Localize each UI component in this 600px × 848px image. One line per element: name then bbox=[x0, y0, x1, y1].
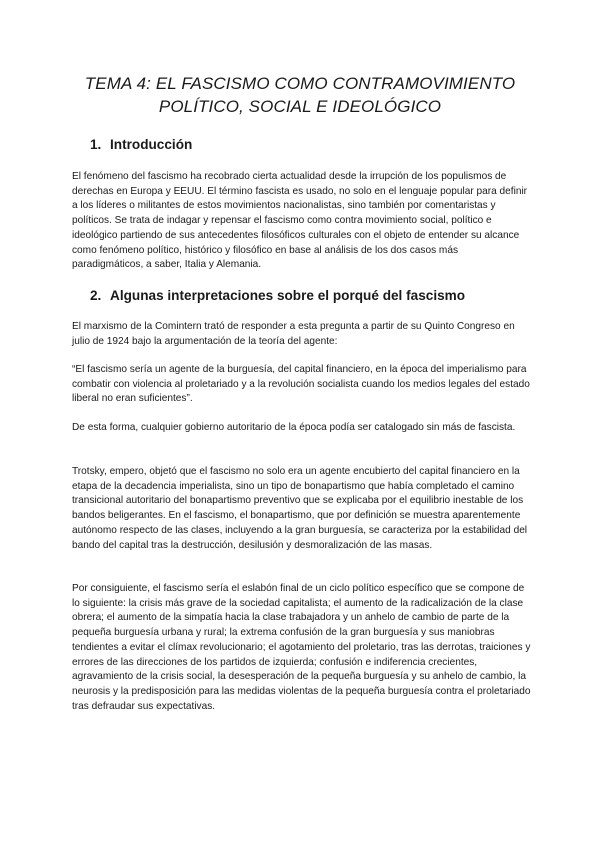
section-heading-interpretaciones bbox=[90, 287, 465, 305]
document-title bbox=[72, 0, 528, 118]
section-number: 2. bbox=[90, 288, 102, 303]
title-line-2: POLÍTICO, SOCIAL E IDEOLÓGICO bbox=[158, 97, 442, 116]
section-title: Algunas interpretaciones sobre el porqué del fascismo bbox=[110, 288, 466, 303]
paragraph: El marxismo de la Comintern trató de responder a esta pregunta a partir de su Quinto Congreso en julio de 1924 bajo la argumentación de la teoría del agente: bbox=[72, 321, 515, 347]
section-number: 1. bbox=[90, 137, 102, 152]
paragraph: De esta forma, cualquier gobierno autoritario de la época podía ser catalogado sin más de fascista. bbox=[72, 422, 516, 433]
paragraph: Por consiguiente, el fascismo sería el eslabón final de un ciclo político específico que se compone de lo siguiente: la crisis más grave de la sociedad capitalista; el aumento de la radicalización de la clase obrera; el aumento de la simpatía hacia la clase trabajadora y un anhelo de cambio de parte de la pequeña burguesía urbana y rural; la extrema confusión de la gran burguesía y sus maniobras tendientes a evitar el clímax revolucionario; el agotamiento del proletario, tras las derrotas, traiciones y errores de las direcciones de los partidos de izquierda; confusión e indiferencia crecientes, agravamiento de la crisis social, la desesperación de la pequeña burguesía y su anhelo de cambio, la neurosis y la predisposición para las medidas violentas de la pequeña burguesía contra el proletariado tras defraudar sus expectativas. bbox=[72, 583, 531, 712]
quote-paragraph: “El fascismo sería un agente de la burguesía, del capital financiero, en la época del imperialismo para combatir con violencia al proletariado y a la revolución socialista cuando los medios legales del estado liberal no eran suficientes”. bbox=[72, 364, 530, 405]
paragraph: El fenómeno del fascismo ha recobrado cierta actualidad desde la irrupción de los populismos de derechas en Europa y EEUU. El término fascista es usado, no solo en el lenguaje popular para definir a los líderes o militantes de estos movimientos nacionalistas, sino también por comentaristas y políticos. Se trata de indagar y repensar el fascismo como contra movimiento social, político e ideológico partiendo de sus antecedentes filosóficos culturales con el objeto de entender su alcance como fenómeno político, histórico y filosófico en base al análisis de los dos casos más paradigmáticos, a saber, Italia y Alemania. bbox=[72, 171, 528, 271]
paragraph: Trotsky, empero, objetó que el fascismo no solo era un agente encubierto del capital financiero en la etapa de la decadencia imperialista, sino un tipo de bonapartismo que había completado el camino transicional autoritario del bonapartismo preventivo que se explicaba por el equilibrio inestable de los bandos beligerantes. En el fascismo, el bonapartismo, que por definición se muestra aparentemente autónomo respecto de las clases, incluyendo a la gran burguesía, se caracteriza por la estabilidad del bando del capital tras la destrucción, desilusión y desmoralización de las masas. bbox=[72, 466, 528, 551]
title-line-1: TEMA 4: EL FASCISMO COMO CONTRAMOVIMIENTO bbox=[84, 74, 516, 93]
section-heading-introduccion bbox=[90, 136, 192, 154]
section-title: Introducción bbox=[110, 137, 193, 152]
